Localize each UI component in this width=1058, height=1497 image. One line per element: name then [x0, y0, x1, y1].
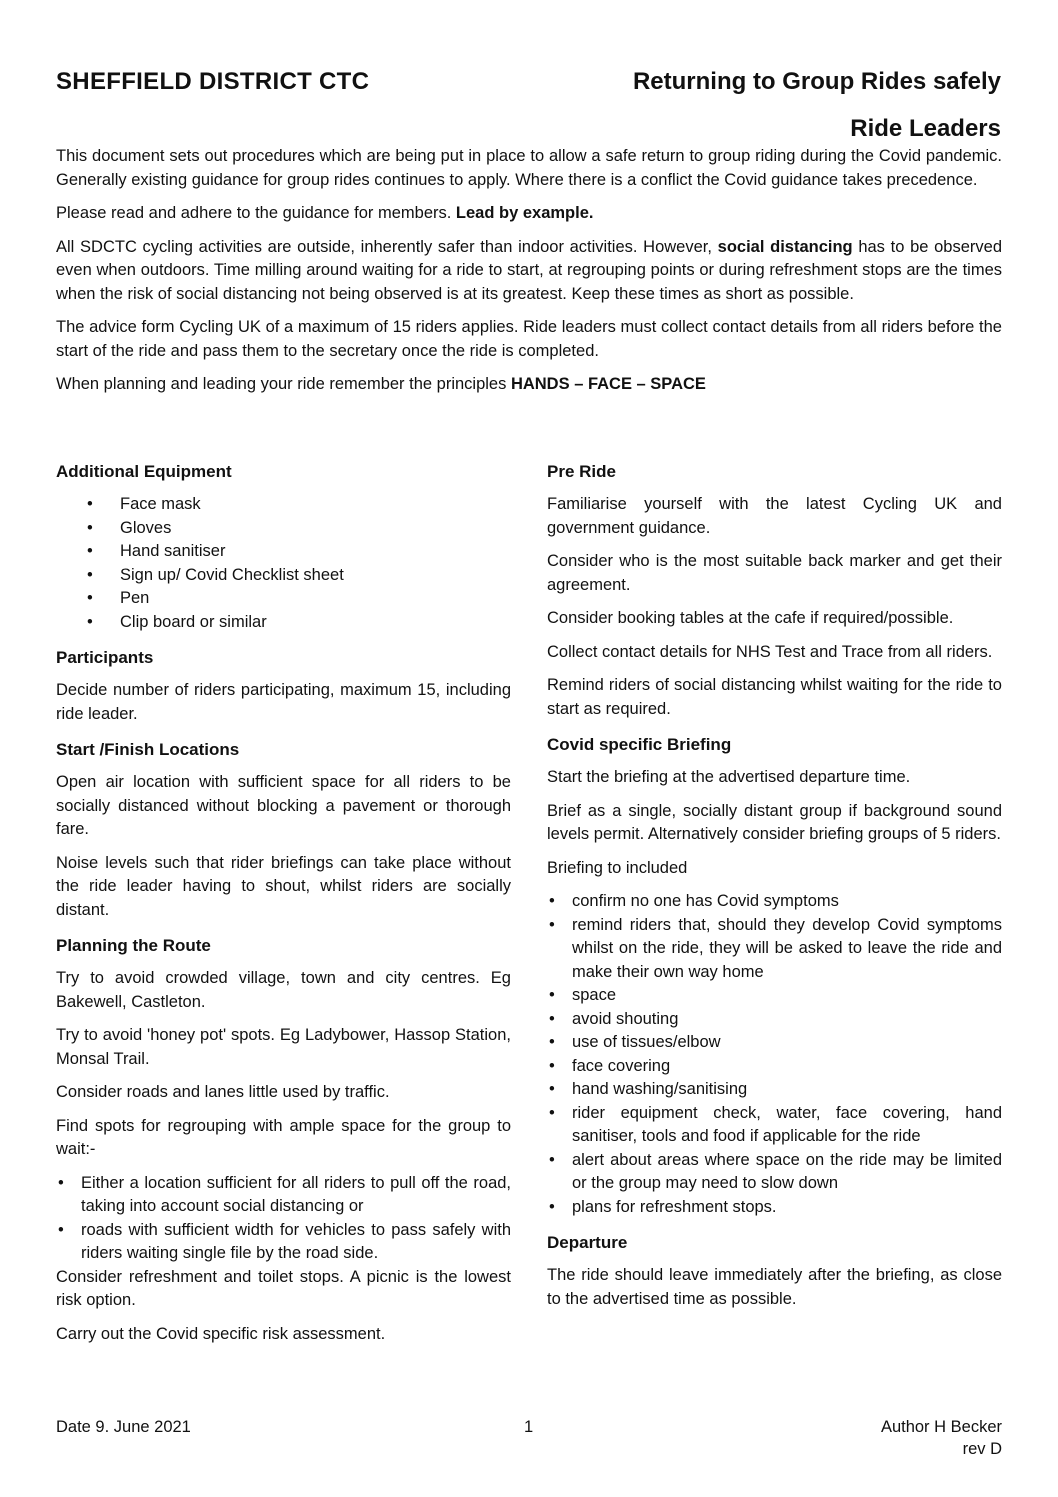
document-title: Returning to Group Rides safely: [632, 68, 1001, 95]
paragraph: Open air location with sufficient space for all riders to be socially distanced without blocking a pavement or thorough fare.: [56, 773, 511, 838]
list-item: • Hand sanitiser: [56, 540, 511, 564]
footer-revision: rev D: [962, 1440, 1002, 1458]
paragraph: The ride should leave immediately after the briefing, as close to the advertised time as possible.: [547, 1266, 1002, 1308]
paragraph: Consider roads and lanes little used by traffic.: [56, 1083, 390, 1101]
list-item: • remind riders that, should they develop Covid symptoms whilst on the ride, they will be asked to leave the ride and make their own way home: [547, 914, 1002, 985]
participants-section: [56, 646, 511, 726]
paragraph: Briefing to included: [547, 858, 688, 877]
paragraph: Brief as a single, socially distant group if background sound levels permit. Alternatively consider briefing groups of 5 riders.: [547, 801, 1002, 843]
paragraph: Decide number of riders participating, maximum 15, including ride leader.: [56, 681, 511, 723]
intro-paragraph: [56, 202, 1002, 226]
paragraph: Start the briefing at the advertised departure time.: [547, 768, 911, 786]
list-item: • Gloves: [56, 517, 511, 541]
list-item: • hand washing/sanitising: [547, 1078, 1002, 1102]
briefing-list: [547, 890, 1002, 1219]
paragraph: Familiarise yourself with the latest Cycling UK and government guidance.: [547, 495, 1002, 537]
paragraph: Noise levels such that rider briefings can take place without the ride leader having to shout, whilst riders are socially distant.: [56, 853, 511, 919]
list-item: • Pen: [56, 587, 511, 611]
list-item: • roads with sufficient width for vehicles to pass safely with riders waiting single file by the road side.: [56, 1219, 511, 1266]
paragraph: Collect contact details for NHS Test and Trace from all riders.: [547, 642, 993, 661]
briefing-section: [547, 733, 1002, 1219]
intro-emphasis: social distancing: [717, 237, 853, 256]
equipment-list: [56, 493, 511, 634]
organization-name: SHEFFIELD DISTRICT CTC: [56, 68, 370, 95]
route-section: [56, 934, 511, 1346]
paragraph: Consider refreshment and toilet stops. A picnic is the lowest risk option.: [56, 1267, 511, 1309]
list-item: • Face mask: [56, 493, 511, 517]
section-heading: Start /Finish Locations: [56, 740, 240, 759]
preride-section: [547, 460, 1002, 721]
intro-section: [56, 145, 1002, 407]
left-column: [56, 460, 511, 1358]
section-heading: Planning the Route: [56, 936, 211, 955]
list-item: • use of tissues/elbow: [547, 1031, 1002, 1055]
intro-text: Please read and adhere to the guidance for members.: [56, 204, 456, 222]
list-item: • rider equipment check, water, face covering, hand sanitiser, tools and food if applicable for the ride: [547, 1102, 1002, 1149]
section-heading: Covid specific Briefing: [547, 735, 732, 754]
right-column: [547, 460, 1002, 1323]
principles-emphasis: HANDS – FACE – SPACE: [510, 375, 706, 393]
list-item: • face covering: [547, 1055, 1002, 1079]
section-heading: Pre Ride: [547, 462, 616, 481]
list-item: • Either a location sufficient for all riders to pull off the road, taking into account social distancing or: [56, 1172, 511, 1219]
paragraph: Consider who is the most suitable back marker and get their agreement.: [547, 552, 1002, 594]
intro-emphasis: Lead by example.: [455, 204, 594, 222]
intro-paragraph: This document sets out procedures which are being put in place to allow a safe return to group riding during the Covid pandemic. Generally existing guidance for group rides continues to apply. Where there is a conflict the Covid guidance takes precedence.: [56, 147, 1002, 189]
paragraph: Remind riders of social distancing whilst waiting for the ride to start as required.: [547, 676, 1002, 718]
list-item: • alert about areas where space on the ride may be limited or the group may need to slow down: [547, 1149, 1002, 1196]
intro-text: When planning and leading your ride remember the principles: [56, 375, 511, 393]
intro-paragraph: [56, 236, 1002, 307]
intro-paragraph: The advice form Cycling UK of a maximum of 15 riders applies. Ride leaders must collect contact details from all riders before the start of the ride and pass them to the secretary once the ride is completed.: [56, 318, 1002, 360]
paragraph: Try to avoid crowded village, town and city centres. Eg Bakewell, Castleton.: [56, 969, 511, 1011]
document-subtitle: Ride Leaders: [850, 115, 1001, 142]
section-heading: Additional Equipment: [56, 462, 232, 481]
page-number: 1: [524, 1418, 534, 1436]
list-item: • plans for refreshment stops.: [547, 1196, 1002, 1220]
paragraph: Consider booking tables at the cafe if required/possible.: [547, 609, 954, 627]
section-heading: Participants: [56, 648, 154, 667]
list-item: • Sign up/ Covid Checklist sheet: [56, 564, 511, 588]
intro-paragraph: [56, 373, 1002, 397]
paragraph: Try to avoid 'honey pot' spots. Eg Ladybower, Hassop Station, Monsal Trail.: [56, 1026, 511, 1068]
regroup-list: [56, 1172, 511, 1266]
departure-section: [547, 1231, 1002, 1311]
list-item: • avoid shouting: [547, 1008, 1002, 1032]
paragraph: Carry out the Covid specific risk assessment.: [56, 1324, 386, 1343]
list-item: • confirm no one has Covid symptoms: [547, 890, 1002, 914]
intro-text: has to be observed even when outdoors. Time milling around waiting for a ride to start, at regrouping points or during refreshment stops are the times when the risk of social distancing not being observed is at its greatest. Keep these times as short as possible.: [56, 237, 1003, 303]
list-item: • space: [547, 984, 1002, 1008]
footer-date: Date 9. June 2021: [56, 1418, 191, 1436]
footer-author: Author H Becker: [880, 1418, 1002, 1436]
equipment-section: [56, 460, 511, 634]
paragraph: Find spots for regrouping with ample space for the group to wait:-: [56, 1116, 511, 1158]
locations-section: [56, 738, 511, 922]
section-heading: Departure: [547, 1233, 628, 1252]
list-item: • Clip board or similar: [56, 611, 511, 635]
intro-text: All SDCTC cycling activities are outside, inherently safer than indoor activities. However,: [56, 237, 718, 256]
